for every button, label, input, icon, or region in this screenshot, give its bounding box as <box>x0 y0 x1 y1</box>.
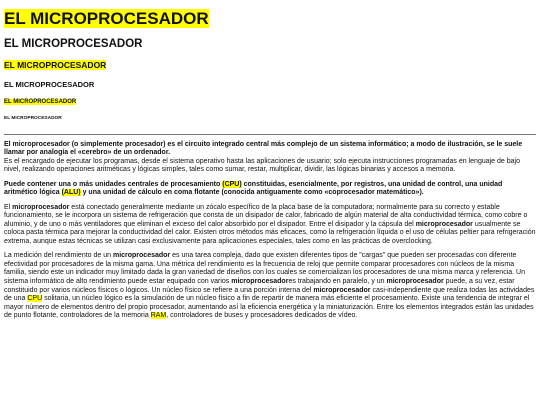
paragraph-performance: La medición del rendimiento de un microprocesador es una tarea compleja, dado que existen diferentes tipos de "cargas" que pueden ser procesadas con diferente efectividad por procesadores de la misma gama. Una métrica del rendimiento es la frecuencia de reloj que permite comparar procesadores con núcleos de la misma familia, siendo este un indicador muy limitado dada la gran variedad de diseños con los cuales se comercializan los procesadores de una misma marca y referencia. Un sistema informático de alto rendimiento puede estar equipado con varios microprocesadores trabajando en paralelo, y un microprocesador puede, a su vez, estar constituido por varios núcleos físicos o lógicos. Un núcleo físico se refiere a una porción interna del microprocesador casi-independiente que realiza todas las actividades de una CPU solitaria, un núcleo lógico es la simulación de un núcleo físico a fin de repartir de manera más eficiente el procesamiento. Existe una tendencia de integrar el mayor número de elementos dentro del propio procesador, aumentando así la eficiencia energética y la miniaturización. Entre los elementos integrados están las unidades de punto flotante, controladores de la memoria RAM, controladores de buses y procesadores dedicados de vídeo. <box>4 252 535 320</box>
paragraph-intro: El microprocesador (o simplemente procesador) es el circuito integrado central más complejo de un sistema informático; a modo de ilustración, se le suele llamar por analogía el «cerebro» de un ordenador. Es el encargado de ejecutar los programas, desde el sistema operativo hasta las aplicaciones de usuario; solo ejecuta instrucciones programadas en lenguaje de bajo nivel, realizando operaciones aritméticas y lógicas simples, tales como sumar, restar, multiplicar, dividir, las lógicas binarias y accesos a memoria. <box>4 140 523 174</box>
heading-h6: EL MICROPROCESADOR <box>4 116 62 122</box>
heading-h1: EL MICROPROCESADOR <box>4 9 209 28</box>
divider <box>4 134 536 135</box>
heading-h4: EL MICROPROCESADOR <box>4 79 95 89</box>
heading-h5: EL MICROPROCESADOR <box>4 99 77 106</box>
paragraph-components: Puede contener una o más unidades centrales de procesamiento (CPU) constituidas, esencialmente, por registros, una unidad de control, una unidad aritmético lógica (ALU) y una unidad de cálculo en coma flotante (conocida antiguamente como «coprocesador matemático»). <box>4 180 503 197</box>
heading-h3: EL MICROPROCESADOR <box>4 59 107 70</box>
heading-h2: EL MICROPROCESADOR <box>4 37 143 50</box>
paragraph-cooling: El microprocesador está conectado generalmente mediante un zócalo específico de la placa base de la computadora; normalmente para su correcto y estable funcionamiento, se le incorpora un sistema de refrigeración que consta de un disipador de calor, fabricado de algún material de alta conductividad térmica, como cobre o aluminio, y de uno o más ventiladores que eliminan el exceso del calor absorbido por el disipador. Entre el disipador y la cápsula del microprocesador usualmente se coloca pasta térmica para mejorar la conductividad del calor. Existen otros métodos más eficaces, como la refrigeración líquida o el uso de células peltier para refrigeración extrema, aunque estas técnicas se utilizan casi exclusivamente para aplicaciones especiales, tales como en las prácticas de overclocking. <box>4 203 536 245</box>
